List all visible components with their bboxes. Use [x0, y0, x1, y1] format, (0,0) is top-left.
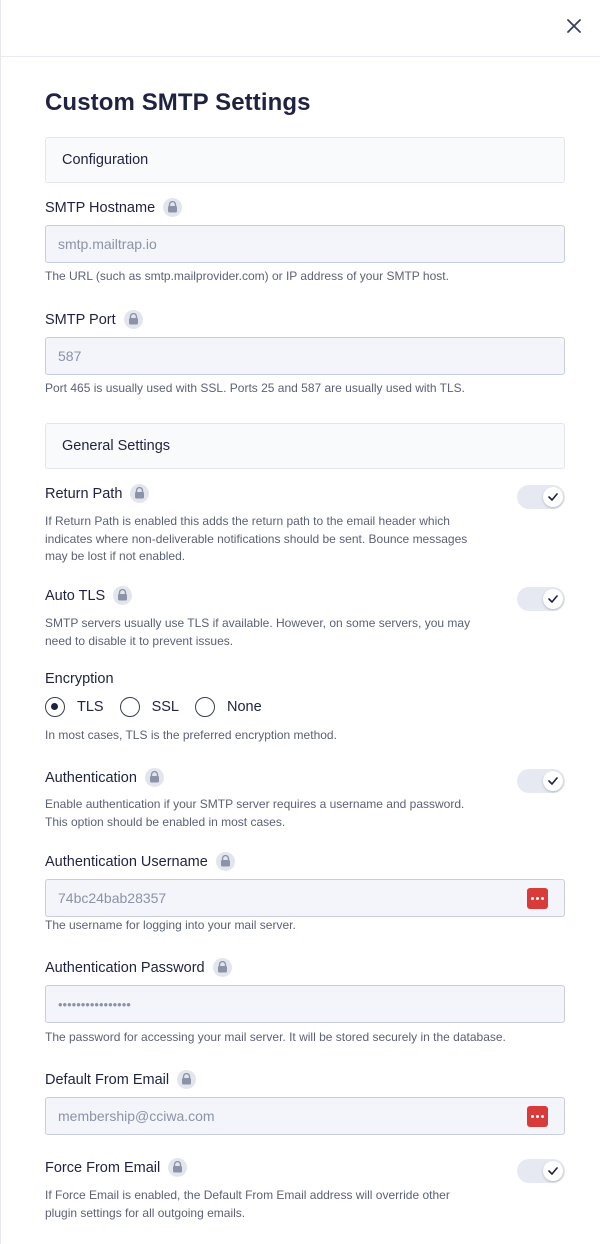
check-icon — [548, 493, 558, 501]
toggle-knob — [543, 487, 563, 507]
check-icon — [548, 777, 558, 785]
auto-tls-help: SMTP servers usually use TLS if available. However, on some servers, you may need to disable it to prevent issues. — [45, 616, 471, 648]
radio-ssl-label[interactable]: SSL — [151, 699, 180, 715]
smtp-hostname-help: The URL (such as smtp.mailprovider.com) or IP address of your SMTP host. — [45, 269, 449, 283]
page-title: Custom SMTP Settings — [45, 89, 311, 116]
lock-icon — [145, 768, 164, 787]
smtp-hostname-label: SMTP Hostname — [45, 198, 182, 217]
section-general-settings — [45, 423, 565, 469]
radio-ssl[interactable] — [120, 697, 140, 717]
password-manager-icon[interactable] — [527, 888, 548, 909]
authentication-help: Enable authentication if your SMTP server requires a username and password. This option should be enabled in most cases. — [45, 797, 465, 829]
close-button[interactable] — [563, 15, 585, 37]
encryption-help: In most cases, TLS is the preferred encryption method. — [45, 728, 337, 742]
radio-tls-label[interactable]: TLS — [77, 699, 104, 715]
authentication-label: Authentication — [45, 768, 164, 787]
section-configuration — [45, 137, 565, 183]
close-icon[interactable] — [563, 15, 585, 37]
auth-username-input[interactable]: 74bc24bab28357 — [45, 879, 565, 917]
lock-icon — [130, 484, 149, 503]
section-general-settings-label: General Settings — [62, 438, 171, 454]
force-from-help: If Force Email is enabled, the Default From Email address will override other plugin settings for all outgoing emails. — [45, 1188, 450, 1220]
encryption-radio-group — [45, 697, 278, 717]
encryption-label: Encryption — [45, 671, 114, 687]
auth-password-help: The password for accessing your mail server. It will be stored securely in the database. — [45, 1030, 506, 1044]
lock-icon — [124, 310, 143, 329]
lock-icon — [168, 1158, 187, 1177]
smtp-port-label: SMTP Port — [45, 310, 143, 329]
radio-none[interactable] — [195, 697, 215, 717]
panel-header — [1, 0, 600, 57]
lock-icon — [113, 586, 132, 605]
toggle-knob — [543, 589, 563, 609]
radio-none-label[interactable]: None — [227, 699, 262, 715]
authentication-toggle[interactable] — [517, 769, 565, 793]
password-manager-icon[interactable] — [527, 1106, 548, 1127]
toggle-knob — [543, 771, 563, 791]
lock-icon — [213, 958, 232, 977]
smtp-port-help: Port 465 is usually used with SSL. Ports 25 and 587 are usually used with TLS. — [45, 381, 466, 395]
lock-icon — [177, 1070, 196, 1089]
auth-password-label: Authentication Password — [45, 958, 232, 977]
auto-tls-toggle[interactable] — [517, 587, 565, 611]
toggle-knob — [543, 1161, 563, 1181]
smtp-port-input[interactable]: 587 — [45, 337, 565, 375]
return-path-label: Return Path — [45, 484, 149, 503]
return-path-toggle[interactable] — [517, 485, 565, 509]
from-email-input[interactable]: membership@cciwa.com — [45, 1097, 565, 1135]
return-path-help: If Return Path is enabled this adds the return path to the email header which indicates where non-deliverable notifications should be sent. Bounce messages may be lost if not enabled. — [45, 514, 468, 563]
force-from-toggle[interactable] — [517, 1159, 565, 1183]
smtp-hostname-input[interactable]: smtp.mailtrap.io — [45, 225, 565, 263]
auto-tls-label: Auto TLS — [45, 586, 132, 605]
check-icon — [548, 595, 558, 603]
auth-username-label: Authentication Username — [45, 852, 235, 871]
force-from-label: Force From Email — [45, 1158, 187, 1177]
from-email-label: Default From Email — [45, 1070, 196, 1089]
check-icon — [548, 1167, 558, 1175]
section-configuration-label: Configuration — [62, 152, 149, 168]
auth-password-input[interactable]: •••••••••••••••• — [45, 985, 565, 1023]
auth-username-help: The username for logging into your mail server. — [45, 918, 296, 932]
radio-tls[interactable] — [45, 697, 65, 717]
lock-icon — [163, 198, 182, 217]
lock-icon — [216, 852, 235, 871]
